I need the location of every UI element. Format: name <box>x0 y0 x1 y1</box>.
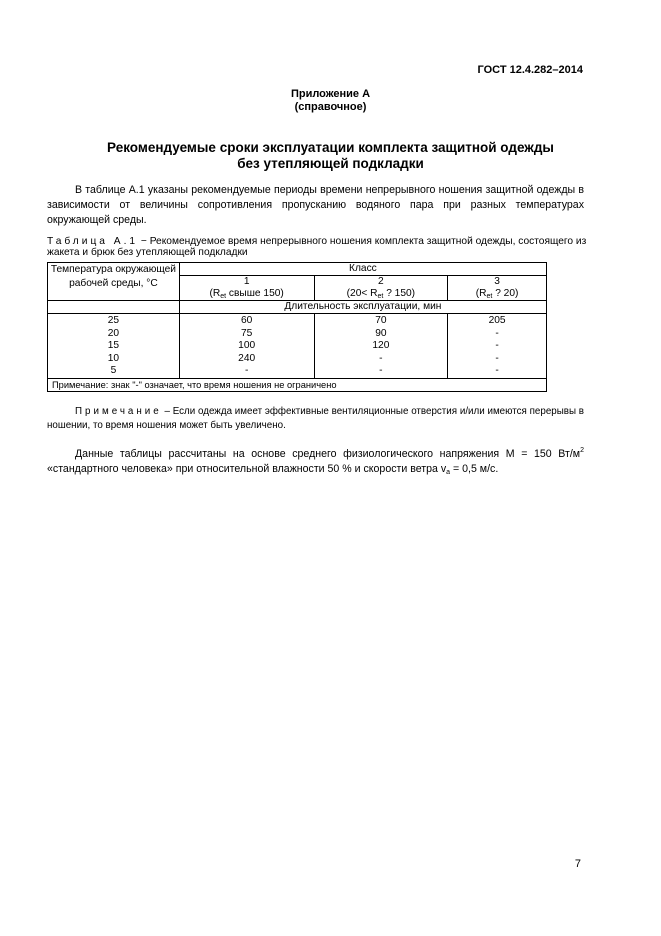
final-superscript: 2 <box>580 447 584 454</box>
class-3-range <box>450 288 544 300</box>
table-note: Примечание: знак "-" означает, что время ношения не ограничено <box>48 378 547 391</box>
class-2-range <box>317 288 446 300</box>
table-caption <box>47 236 587 258</box>
class-1-number: 1 <box>243 276 250 287</box>
data-table <box>47 262 547 392</box>
table-row <box>48 340 547 353</box>
table-row <box>48 353 547 366</box>
class-2-number: 2 <box>378 276 384 287</box>
cell-class-1: 100 <box>179 340 314 353</box>
class-1-range <box>182 288 312 300</box>
appendix-type: (справочное) <box>294 101 367 113</box>
header-class-2 <box>314 276 448 301</box>
section-title-line-2: без утепляющей подкладки <box>237 156 424 171</box>
cell-temperature: 5 <box>48 365 180 378</box>
cell-class-1: - <box>179 365 314 378</box>
table-header-row-1 <box>48 263 547 276</box>
appendix-label: Приложение А <box>290 88 371 100</box>
table-row <box>48 314 547 328</box>
class-3-range-suffix: ? 20) <box>492 288 519 299</box>
table-note-row <box>48 378 547 391</box>
header-class-1 <box>179 276 314 301</box>
cell-class-1: 75 <box>179 328 314 341</box>
class-2-range-prefix: (20< R <box>346 288 378 299</box>
table-caption-dash: − <box>138 236 150 247</box>
cell-class-2: - <box>314 365 448 378</box>
class-2-range-suffix: ? 150) <box>383 288 416 299</box>
cell-temperature: 10 <box>48 353 180 366</box>
cell-temperature: 15 <box>48 340 180 353</box>
document-code: ГОСТ 12.4.282–2014 <box>477 64 583 76</box>
final-paragraph <box>47 447 584 477</box>
cell-class-3: - <box>448 365 547 378</box>
final-text-3: = 0,5 м/с. <box>450 463 499 475</box>
cell-class-3: 205 <box>448 314 547 328</box>
cell-class-2: - <box>314 353 448 366</box>
table-caption-label: Таблица А.1 <box>47 236 139 247</box>
note-body: – Если одежда имеет эффективные вентиляционные отверстия и/или имеются перерывы в ношении, то время ношения может быть увеличено. <box>47 406 584 431</box>
cell-class-1: 60 <box>179 314 314 328</box>
final-subscript: a <box>446 469 451 476</box>
table-row <box>48 365 547 378</box>
table-row <box>48 328 547 341</box>
cell-class-3: - <box>448 328 547 341</box>
cell-class-3: - <box>448 340 547 353</box>
class-3-range-subscript: et <box>486 293 493 300</box>
table-caption-text: Рекомендуемое время непрерывного ношения комплекта защитной одежды, состоящего из жакета и брюк без утепляющей подкладки <box>47 236 587 258</box>
header-duration: Длительность эксплуатации, мин <box>179 301 546 314</box>
cell-class-2: 120 <box>314 340 448 353</box>
cell-temperature: 25 <box>48 314 180 328</box>
cell-class-2: 70 <box>314 314 448 328</box>
note-label: Примечание <box>75 406 162 417</box>
final-text-1: Данные таблицы рассчитаны на основе среднего физиологического напряжения М = 150 Вт/м <box>75 448 581 460</box>
cell-class-1: 240 <box>179 353 314 366</box>
intro-paragraph: В таблице А.1 указаны рекомендуемые периоды времени непрерывного ношения защитной одежды в зависимости от величины сопротивления пропусканию водяного пара при разных температурах окружающей среды. <box>47 184 584 226</box>
header-temperature: Температура окружающей рабочей среды, °С <box>48 263 180 301</box>
class-1-range-prefix: (R <box>209 288 221 299</box>
class-3-number: 3 <box>494 276 500 287</box>
header-class: Класс <box>179 263 546 276</box>
cell-temperature: 20 <box>48 328 180 341</box>
final-text-2: «стандартного человека» при относительной влажности 50 % и скорости ветра v <box>47 463 447 475</box>
class-1-range-subscript: et <box>220 293 227 300</box>
header-class-3 <box>448 276 547 301</box>
table-header-row-3 <box>48 301 547 314</box>
note-paragraph <box>47 405 584 433</box>
cell-class-3: - <box>448 353 547 366</box>
header-temperature-blank <box>48 301 180 314</box>
class-1-range-suffix: свыше 150) <box>226 288 284 299</box>
class-3-range-prefix: (R <box>475 288 487 299</box>
page-number: 7 <box>574 858 581 870</box>
class-2-range-subscript: et <box>377 293 384 300</box>
appendix-heading <box>0 88 661 114</box>
section-title <box>0 140 661 172</box>
cell-class-2: 90 <box>314 328 448 341</box>
section-title-line-1: Рекомендуемые сроки эксплуатации комплекта защитной одежды <box>107 140 554 155</box>
